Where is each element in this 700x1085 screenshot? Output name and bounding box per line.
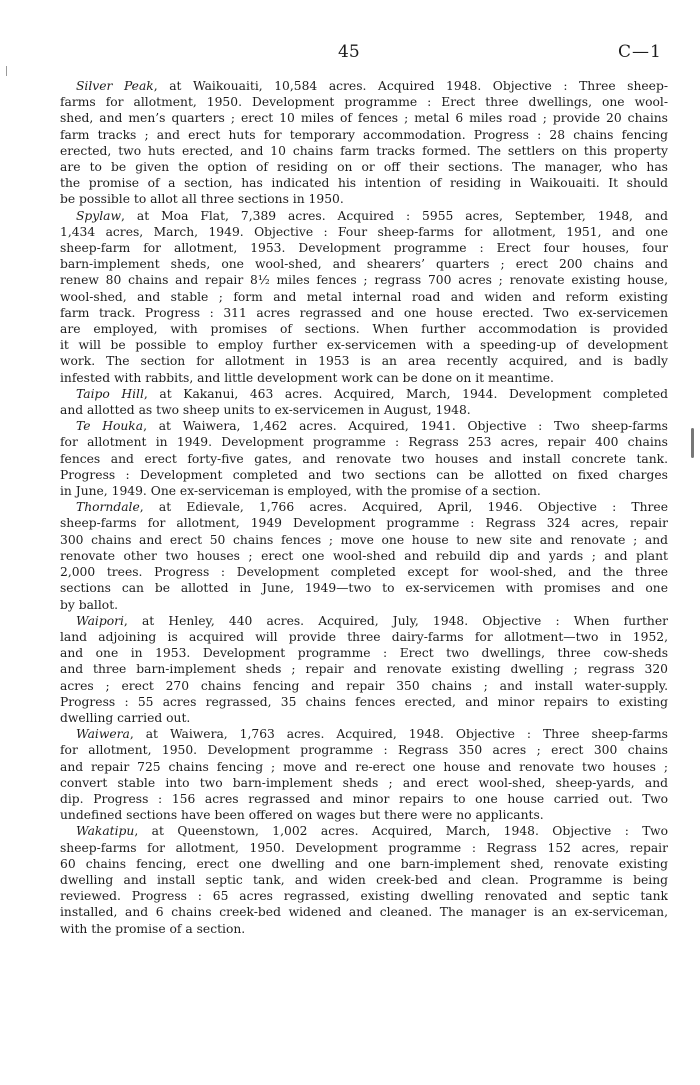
line-text: , at Waiwera, 1,763 acres. Acquired, 1948. Objective : Three sheep-farms — [129, 727, 668, 742]
line-text: fences and erect forty-five gates, and renovate two houses and install concrete tank. — [60, 451, 668, 466]
line-text: work. The section for allotment in 1953 is an area recently acquired, and is badly — [60, 354, 668, 369]
text-line — [60, 564, 668, 580]
property-name: Thorndale — [76, 500, 140, 515]
line-text: infested with rabbits, and little development work can be done on it meantime. — [60, 370, 554, 385]
line-text: installed, and 6 chains creek-bed widened and cleaned. The manager is an ex-serviceman, — [60, 905, 668, 920]
line-text: farm track. Progress : 311 acres regrassed and one house erected. Two ex-servicemen — [60, 305, 668, 320]
text-line — [60, 661, 668, 677]
property-name: Spylaw — [76, 208, 122, 223]
line-text: dip. Progress : 156 acres regrassed and minor repairs to one house carried out. Two — [60, 791, 668, 806]
line-text: undefined sections have been offered on wages but there were no applicants. — [60, 808, 544, 823]
text-line — [60, 759, 668, 775]
document-reference: C—1 — [618, 42, 662, 62]
line-text: it will be possible to employ further ex-servicemen with a speeding-up of development — [60, 338, 668, 353]
text-line — [60, 872, 668, 888]
scan-mark — [6, 66, 7, 76]
text-line — [60, 807, 668, 823]
document-body — [60, 78, 668, 937]
line-text: farm tracks ; and erect huts for temporary accommodation. Progress : 28 chains fencing — [60, 127, 668, 142]
line-text: dwelling carried out. — [60, 710, 191, 725]
text-line — [60, 840, 668, 856]
line-text: renovate other two houses ; erect one wool-shed and rebuild dip and yards ; and plant — [60, 548, 668, 563]
text-line — [60, 499, 668, 515]
text-line — [60, 483, 668, 499]
page-number: 45 — [338, 42, 360, 62]
text-line — [60, 791, 668, 807]
line-text: reviewed. Progress : 65 acres regrassed, existing dwelling renovated and septic tank — [60, 889, 668, 904]
text-line — [60, 856, 668, 872]
line-text: sheep-farms for allotment, 1949 Development programme : Regrass 324 acres, repair — [60, 516, 668, 531]
line-text: , at Henley, 440 acres. Acquired, July, 1948. Objective : When further — [123, 613, 668, 628]
text-line — [60, 272, 668, 288]
line-text: , at Waiwera, 1,462 acres. Acquired, 1941. Objective : Two sheep-farms — [143, 419, 668, 434]
text-line — [60, 775, 668, 791]
line-text: in June, 1949. One ex-serviceman is employed, with the promise of a section. — [60, 484, 541, 499]
text-line — [60, 159, 668, 175]
line-text: shed, and men’s quarters ; erect 10 miles of fences ; metal 6 miles road ; provide 20 chains — [60, 111, 668, 126]
text-line — [60, 337, 668, 353]
text-line — [60, 175, 668, 191]
line-text: be possible to allot all three sections in 1950. — [60, 192, 344, 207]
line-text: and three barn-implement sheds ; repair and renovate existing dwelling ; regrass 320 — [60, 662, 668, 677]
text-line — [60, 629, 668, 645]
paragraph — [60, 613, 668, 726]
text-line — [60, 94, 668, 110]
text-line — [60, 467, 668, 483]
text-line — [60, 515, 668, 531]
text-line — [60, 386, 668, 402]
line-text: for allotment, 1950. Development programme : Regrass 350 acres ; erect 300 chains — [60, 743, 668, 758]
line-text: sheep-farm for allotment, 1953. Development programme : Erect four houses, four — [60, 241, 668, 256]
text-line — [60, 418, 668, 434]
line-text: , at Moa Flat, 7,389 acres. Acquired : 5955 acres, September, 1948, and — [121, 208, 668, 223]
text-line — [60, 742, 668, 758]
line-text: Progress : 55 acres regrassed, 35 chains fences erected, and minor repairs to existing — [60, 694, 668, 709]
text-line — [60, 240, 668, 256]
paragraph — [60, 418, 668, 499]
text-line — [60, 127, 668, 143]
text-line — [60, 904, 668, 920]
text-line — [60, 580, 668, 596]
text-line — [60, 110, 668, 126]
line-text: , at Waikouaiti, 10,584 acres. Acquired 1948. Objective : Three sheep- — [153, 79, 668, 93]
property-name: Waiwera — [76, 727, 130, 742]
line-text: by ballot. — [60, 597, 119, 612]
text-line — [60, 289, 668, 305]
text-line — [60, 208, 668, 224]
line-text: , at Edievale, 1,766 acres. Acquired, April, 1946. Objective : Three — [139, 500, 668, 515]
line-text: 300 chains and erect 50 chains fences ; move one house to new site and renovate ; and — [60, 532, 668, 547]
text-line — [60, 532, 668, 548]
line-text: sheep-farms for allotment, 1950. Development programme : Regrass 152 acres, repair — [60, 840, 668, 855]
text-line — [60, 694, 668, 710]
text-line — [60, 143, 668, 159]
text-line — [60, 402, 668, 418]
text-line — [60, 710, 668, 726]
text-line — [60, 597, 668, 613]
paragraph — [60, 208, 668, 386]
text-line — [60, 434, 668, 450]
text-line — [60, 548, 668, 564]
line-text: and allotted as two sheep units to ex-servicemen in August, 1948. — [60, 403, 471, 418]
paragraph — [60, 823, 668, 936]
line-text: with the promise of a section. — [60, 921, 246, 936]
property-name: Te Houka — [76, 419, 144, 434]
property-name: Taipo Hill — [76, 386, 144, 401]
line-text: , at Queenstown, 1,002 acres. Acquired, March, 1948. Objective : Two — [134, 824, 668, 839]
property-name: Waipori — [76, 613, 124, 628]
scan-mark — [691, 428, 694, 458]
text-line — [60, 224, 668, 240]
text-line — [60, 678, 668, 694]
text-line — [60, 451, 668, 467]
line-text: land adjoining is acquired will provide three dairy-farms for allotment—two in 1952, — [60, 629, 668, 644]
line-text: 60 chains fencing, erect one dwelling and one barn-implement shed, renovate existing — [60, 856, 668, 871]
line-text: and repair 725 chains fencing ; move and re-erect one house and renovate two houses ; — [60, 759, 668, 774]
paragraph — [60, 386, 668, 418]
line-text: for allotment in 1949. Development programme : Regrass 253 acres, repair 400 chains — [60, 435, 668, 450]
line-text: wool-shed, and stable ; form and metal internal road and widen and reform existing — [60, 289, 668, 304]
line-text: 2,000 trees. Progress : Development completed except for wool-shed, and the three — [60, 565, 668, 580]
line-text: Progress : Development completed and two sections can be allotted on fixed charges — [60, 467, 668, 482]
text-line — [60, 726, 668, 742]
text-line — [60, 370, 668, 386]
text-line — [60, 321, 668, 337]
text-line — [60, 888, 668, 904]
text-line — [60, 256, 668, 272]
property-name: Wakatipu — [76, 824, 135, 839]
line-text: convert stable into two barn-implement sheds ; and erect wool-shed, sheep-yards, and — [60, 775, 668, 790]
line-text: are to be given the option of residing on or off their sections. The manager, who has — [60, 160, 668, 175]
paragraph — [60, 78, 668, 208]
text-line — [60, 613, 668, 629]
line-text: renew 80 chains and repair 8½ miles fences ; regrass 700 acres ; renovate existing house, — [60, 273, 668, 288]
line-text: , at Kakanui, 463 acres. Acquired, March, 1944. Development completed — [143, 386, 668, 401]
line-text: dwelling and install septic tank, and widen creek-bed and clean. Programme is being — [60, 872, 668, 887]
text-line — [60, 353, 668, 369]
property-name: Silver Peak — [76, 79, 154, 93]
text-line — [60, 191, 668, 207]
line-text: the promise of a section, has indicated his intention of residing in Waikouaiti. It should — [60, 176, 668, 191]
paragraph — [60, 726, 668, 823]
text-line — [60, 921, 668, 937]
text-line — [60, 78, 668, 94]
line-text: erected, two huts erected, and 10 chains farm tracks formed. The settlers on this property — [60, 143, 668, 158]
line-text: acres ; erect 270 chains fencing and repair 350 chains ; and install water-supply. — [60, 678, 668, 693]
paragraph — [60, 499, 668, 612]
line-text: 1,434 acres, March, 1949. Objective : Four sheep-farms for allotment, 1951, and one — [60, 224, 668, 239]
text-line — [60, 823, 668, 839]
line-text: farms for allotment, 1950. Development programme : Erect three dwellings, one wool- — [60, 95, 668, 110]
page-header — [0, 42, 700, 66]
text-line — [60, 645, 668, 661]
text-line — [60, 305, 668, 321]
line-text: and one in 1953. Development programme : Erect two dwellings, three cow-sheds — [60, 646, 668, 661]
line-text: barn-implement sheds, one wool-shed, and shearers’ quarters ; erect 200 chains and — [60, 257, 668, 272]
line-text: are employed, with promises of sections. When further accommodation is provided — [60, 322, 668, 337]
line-text: sections can be allotted in June, 1949—two to ex-servicemen with promises and one — [60, 581, 668, 596]
